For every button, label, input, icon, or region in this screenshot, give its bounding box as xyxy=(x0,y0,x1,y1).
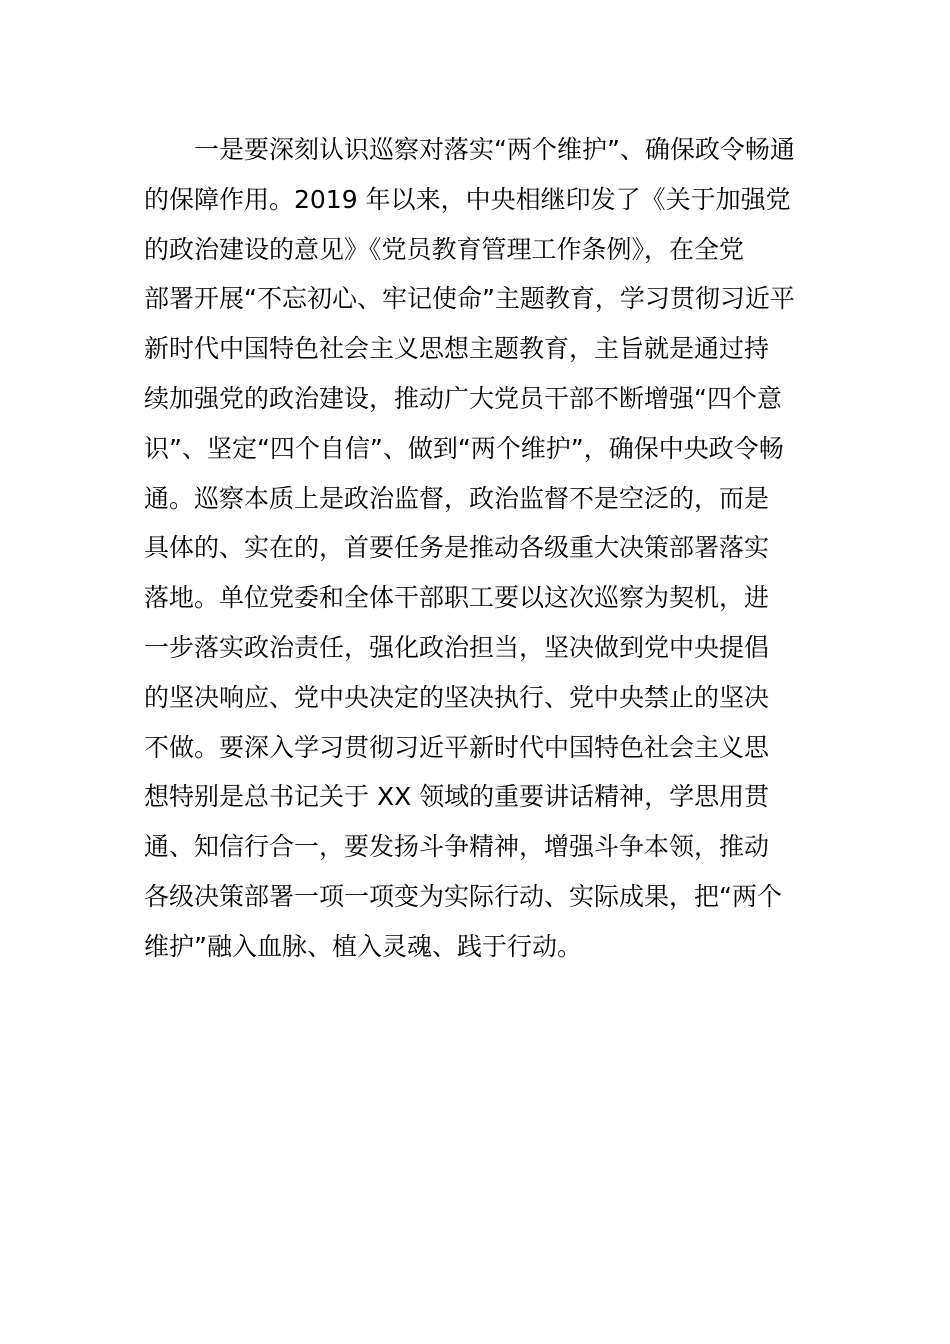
paragraph-line: 一步落实政治责任，强化政治担当，坚决做到党中央提倡 xyxy=(144,632,770,662)
paragraph-line: 的坚决响应、党中央决定的坚决执行、党中央禁止的坚决 xyxy=(144,682,770,712)
paragraph-line: 维护”融入血脉、植入灵魂、践于行动。 xyxy=(144,931,582,961)
paragraph-line: 新时代中国特色社会主义思想主题教育，主旨就是通过持 xyxy=(144,334,770,364)
paragraph-line: 落地。单位党委和全体干部职工要以这次巡察为契机，进 xyxy=(144,583,770,613)
paragraph-line: 具体的、实在的，首要任务是推动各级重大决策部署落实 xyxy=(144,533,770,563)
paragraph-line: 想特别是总书记关于 XX 领域的重要讲话精神，学思用贯 xyxy=(144,782,770,812)
body-paragraph xyxy=(144,125,814,972)
paragraph-line: 通。巡察本质上是政治监督，政治监督不是空泛的，而是 xyxy=(144,483,770,513)
paragraph-line: 一是要深刻认识巡察对落实“两个维护”、确保政令畅通 xyxy=(194,135,795,164)
paragraph-line: 不做。要深入学习贯彻习近平新时代中国特色社会主义思 xyxy=(144,732,770,762)
paragraph-line: 续加强党的政治建设，推动广大党员干部不断增强“四个意 xyxy=(144,383,782,413)
paragraph-line: 部署开展“不忘初心、牢记使命”主题教育，学习贯彻习近平 xyxy=(144,284,795,314)
paragraph-line: 各级决策部署一项一项变为实际行动、实际成果，把“两个 xyxy=(144,881,782,911)
paragraph-line: 通、知信行合一，要发扬斗争精神，增强斗争本领，推动 xyxy=(144,832,770,862)
paragraph-line: 的保障作用。2019 年以来，中央相继印发了《关于加强党 xyxy=(144,184,791,214)
paragraph-line: 识”、坚定“四个自信”、做到“两个维护”，确保中央政令畅 xyxy=(144,433,784,463)
paragraph-line: 的政治建设的意见》《党员教育管理工作条例》，在全党 xyxy=(144,234,745,264)
